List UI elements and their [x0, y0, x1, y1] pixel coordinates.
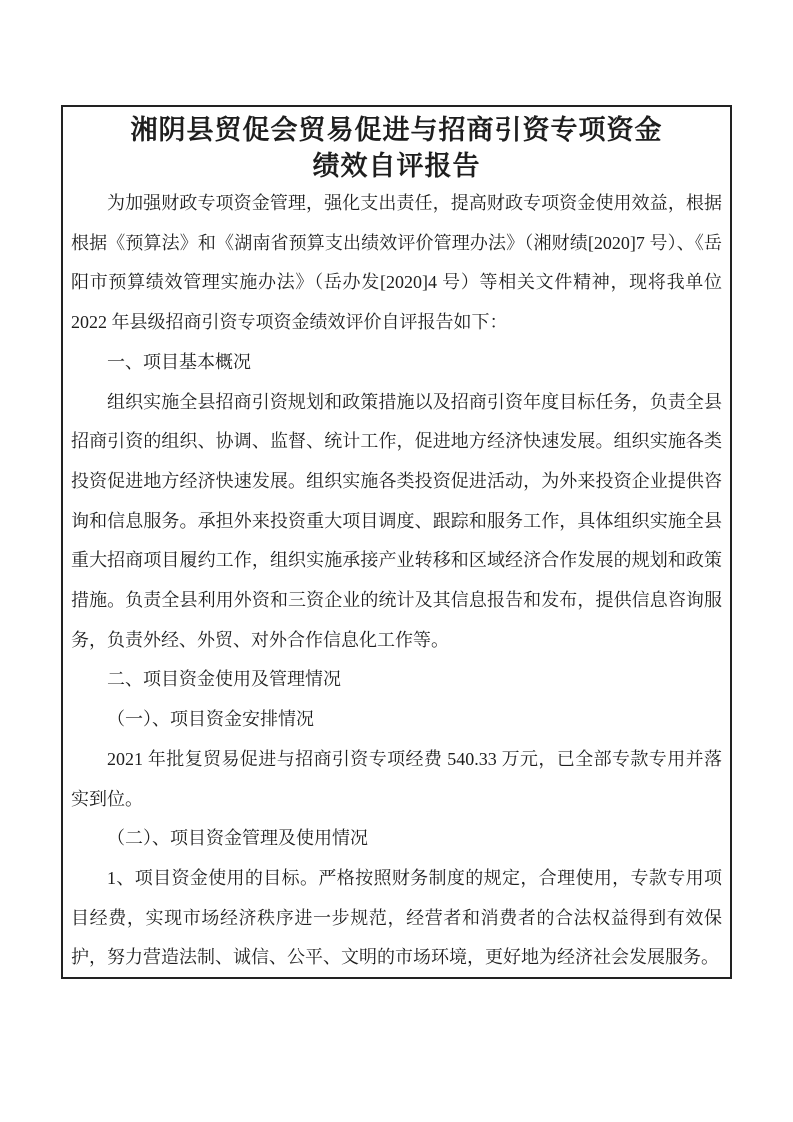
paragraph-intro: 为加强财政专项资金管理，强化支出责任，提高财政专项资金使用效益，根据根据《预算法》和《湖南省预算支出绩效评价管理办法》（湘财绩[2020]7 号）、《岳阳市预算绩效管理实施办法》（岳办发[2020]4 号）等相关文件精神，现将我单位 2022 年县级招商引资专项资金绩效评价自评报告如下： [71, 193, 722, 333]
heading-section-2: 二、项目资金使用及管理情况 [107, 669, 341, 690]
heading-section-2-1: （一）、项目资金安排情况 [107, 709, 314, 730]
document-title [71, 112, 722, 184]
heading-section-1: 一、项目基本概况 [107, 351, 251, 372]
paragraph-fund-arrangement: 2021 年批复贸易促进与招商引资专项经费 540.33 万元，已全部专款专用并落实到位。 [71, 748, 722, 809]
paragraph-fund-usage-goal: 1、项目资金使用的目标。严格按照财务制度的规定，合理使用，专款专用项目经费，实现市场经济秩序进一步规范，经营者和消费者的合法权益得到有效保护，努力营造法制、诚信、公平、文明的市场环境，更好地为经济社会发展服务。 [71, 867, 722, 968]
title-line-2: 绩效自评报告 [312, 151, 481, 181]
heading-section-2-2: （二）、项目资金管理及使用情况 [107, 828, 368, 849]
paragraph-project-overview: 组织实施全县招商引资规划和政策措施以及招商引资年度目标任务，负责全县招商引资的组织、协调、监督、统计工作，促进地方经济快速发展。组织实施各类投资促进地方经济快速发展。组织实施各类投资促进活动，为外来投资企业提供咨询和信息服务。承担外来投资重大项目调度、跟踪和服务工作，具体组织实施全县重大招商项目履约工作，组织实施承接产业转移和区域经济合作发展的规划和政策措施。负责全县利用外资和三资企业的统计及其信息报告和发布，提供信息咨询服务，负责外经、外贸、对外合作信息化工作等。 [71, 391, 722, 650]
title-line-1: 湘阴县贸促会贸易促进与招商引资专项资金 [130, 115, 663, 145]
document-border-frame [61, 105, 732, 979]
